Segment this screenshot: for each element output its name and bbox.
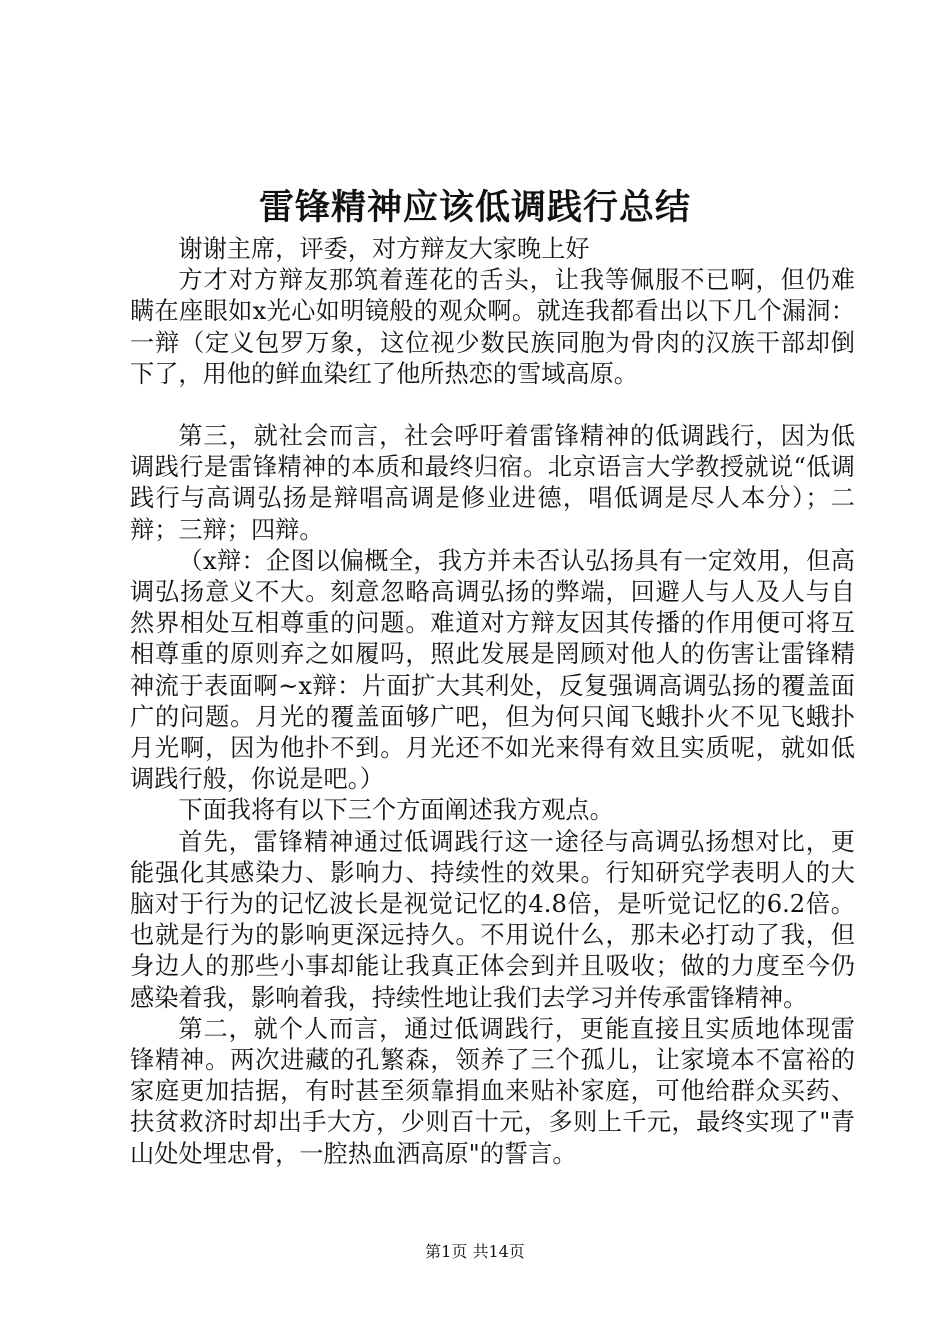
- paragraph-third-point: 第三，就社会而言，社会呼吁着雷锋精神的低调践行，因为低调践行是雷锋精神的本质和最终归宿。北京语言大学教授就说“低调践行与高调弘扬是辩唱高调是修业进德，唱低调是尽人本分）；二辩；三辩；四辩。: [130, 422, 855, 544]
- document-body: [130, 234, 855, 1170]
- document-title: 雷锋精神应该低调践行总结: [258, 187, 691, 228]
- paragraph-first-point: 首先，雷锋精神通过低调践行这一途径与高调弘扬想对比，更能强化其感染力、影响力、持续性的效果。行知研究学表明人的大脑对于行为的记忆波长是视觉记忆的4.8倍，是听觉记忆的6.2倍。也就是行为的影响更深远持久。不用说什么，那未必打动了我，但身边人的那些小事却能让我真正体会到并且吸收；做的力度至今仍感染着我，影响着我，持续性地让我们去学习并传承雷锋精神。: [130, 827, 855, 1012]
- paragraph-greeting: 谢谢主席，评委，对方辩友大家晚上好: [178, 235, 590, 263]
- page-footer: 第1页 共14页: [425, 1242, 525, 1261]
- paragraph-outline: 下面我将有以下三个方面阐述我方观点。: [178, 796, 614, 825]
- paragraph-second-point: 第二，就个人而言，通过低调践行，更能直接且实质地体现雷锋精神。两次进藏的孔繁森，领养了三个孤儿，让家境本不富裕的家庭更加拮据，有时甚至须靠捐血来贴补家庭，可他给群众买药、扶贫救济时却出手大方，少则百十元，多则上千元，最终实现了"青山处处埋忠骨，一腔热血洒高原"的誓言。: [130, 1014, 855, 1168]
- paragraph-rebuttal: （x辩：企图以偏概全，我方并未否认弘扬具有一定效用，但高调弘扬意义不大。刻意忽略高调弘扬的弊端，回避人与人及人与自然界相处互相尊重的问题。难道对方辩友因其传播的作用便可将互相尊重的原则弃之如履吗，照此发展是罔顾对他人的伤害让雷锋精神流于表面啊~x辩：片面扩大其利处，反复强调高调弘扬的覆盖面广的问题。月光的覆盖面够广吧，但为何只闻飞蛾扑火不见飞蛾扑月光啊，因为他扑不到。月光还不如光来得有效且实质呢，就如低调践行般，你说是吧。）: [130, 546, 855, 794]
- paragraph-opening: 方才对方辩友那筑着莲花的舌头，让我等佩服不已啊，但仍难瞒在座眼如x光心如明镜般的观众啊。就连我都看出以下几个漏洞：一辩（定义包罗万象，这位视少数民族同胞为骨肉的汉族干部却倒下了，用他的鲜血染红了他所热恋的雪域高原。: [130, 266, 855, 388]
